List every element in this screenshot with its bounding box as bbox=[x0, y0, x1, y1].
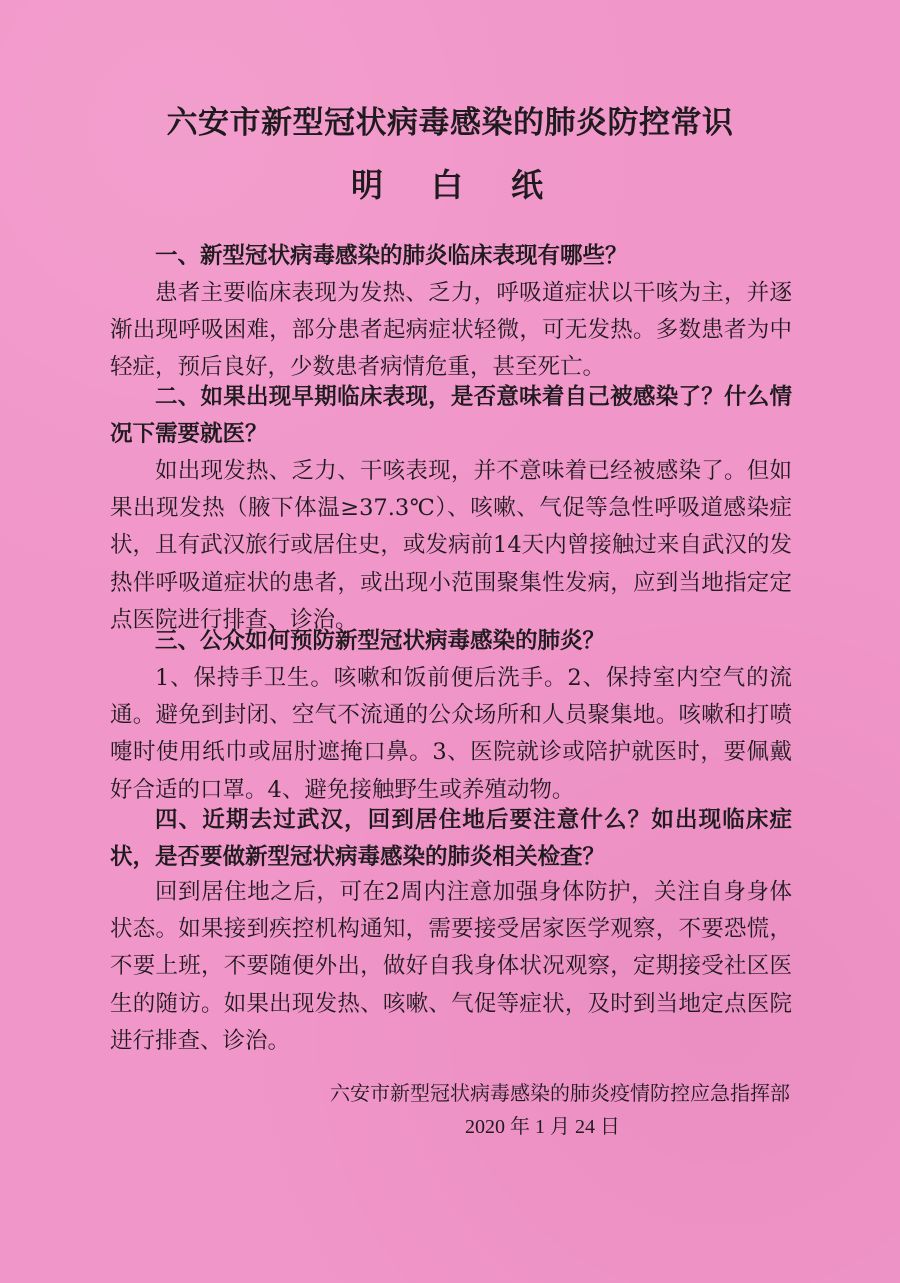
section-4-heading: 四、近期去过武汉，回到居住地后要注意什么？如出现临床症状，是否要做新型冠状病毒感染的肺炎相关检查？ bbox=[110, 807, 792, 871]
section-2-body: 如出现发热、乏力、干咳表现，并不意味着已经被感染了。但如果出现发热（腋下体温≥37.3℃）、咳嗽、气促等急性呼吸道感染症状，且有武汉旅行或居住史，或发病前14天内曾接触过来自武汉的发热伴呼吸道症状的患者，或出现小范围聚集性发病，应到当地指定定点医院进行排查、诊治。 bbox=[110, 458, 792, 633]
issue-date: 2020 年 1 月 24 日 bbox=[465, 1116, 620, 1138]
section-1-heading: 一、新型冠状病毒感染的肺炎临床表现有哪些？ bbox=[155, 243, 628, 269]
section-2-heading: 二、如果出现早期临床表现，是否意味着自己被感染了？什么情况下需要就医？ bbox=[110, 384, 792, 448]
section-1-body: 患者主要临床表现为发热、乏力，呼吸道症状以干咳为主，并逐渐出现呼吸困难，部分患者起病症状轻微，可无发热。多数患者为中轻症，预后良好，少数患者病情危重，甚至死亡。 bbox=[110, 280, 792, 381]
issuing-authority: 六安市新型冠状病毒感染的肺炎疫情防控应急指挥部 bbox=[330, 1083, 790, 1105]
section-3-body: 1、保持手卫生。咳嗽和饭前便后洗手。2、保持室内空气的流通。避免到封闭、空气不流通的公众场所和人员聚集地。咳嗽和打喷嚏时使用纸巾或屈肘遮掩口鼻。3、医院就诊或陪护就医时，要佩戴好合适的口罩。4、避免接触野生或养殖动物。 bbox=[110, 665, 792, 803]
document-subtitle: 明白纸 bbox=[350, 166, 591, 204]
section-3-heading: 三、公众如何预防新型冠状病毒感染的肺炎？ bbox=[155, 628, 606, 654]
section-4-body: 回到居住地之后，可在2周内注意加强身体防护，关注自身身体状态。如果接到疾控机构通知，需要接受居家医学观察，不要恐慌，不要上班，不要随便外出，做好自我身体状况观察，定期接受社区医生的随访。如果出现发热、咳嗽、气促等症状，及时到当地定点医院进行排查、诊治。 bbox=[110, 879, 792, 1054]
document-title: 六安市新型冠状病毒感染的肺炎防控常识 bbox=[166, 105, 734, 141]
